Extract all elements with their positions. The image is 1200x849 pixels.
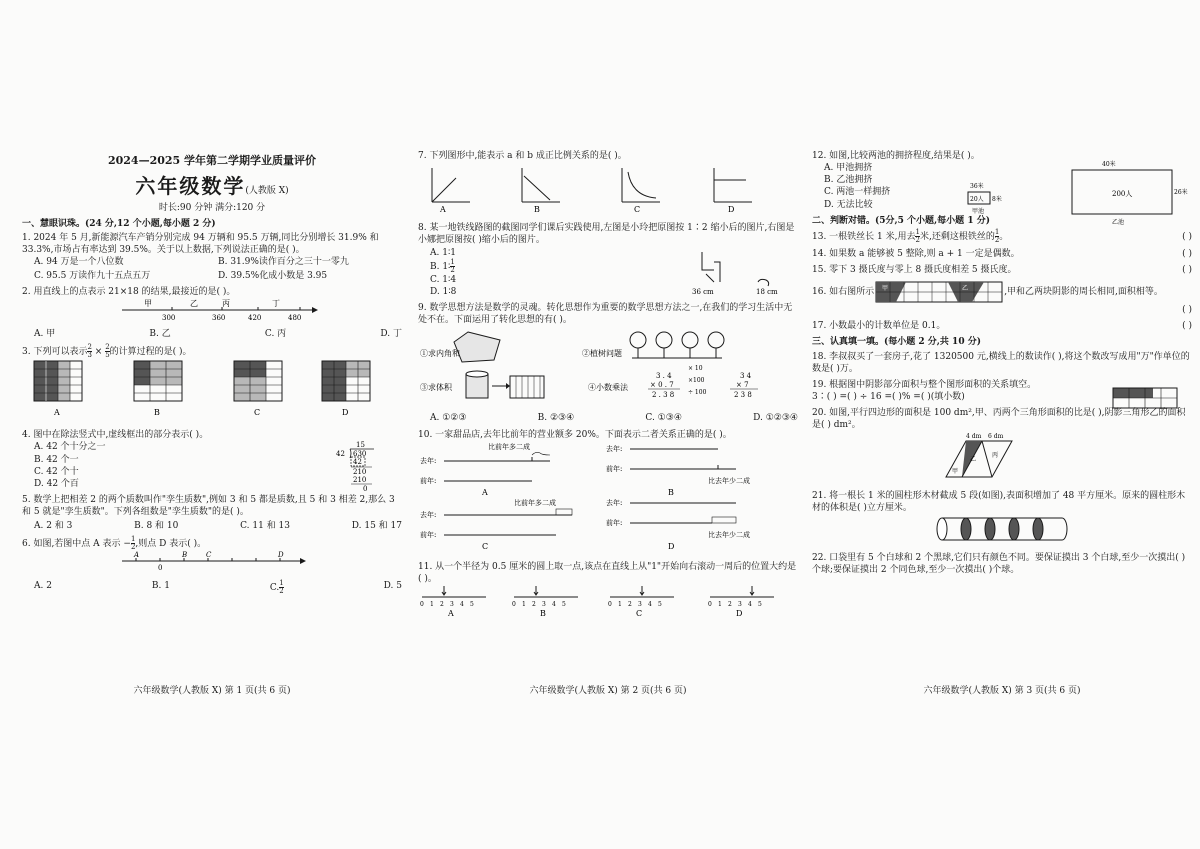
q16-pre: 16. 如右图所示 [812, 287, 875, 298]
exam-meta: 时长:90 分钟 满分:120 分 [158, 202, 266, 213]
denominator: 2 [130, 543, 136, 552]
graph-c [622, 168, 660, 214]
item-label: ④小数乘法 [588, 383, 628, 393]
point-label: D [278, 551, 284, 560]
question-20-parallelogram [812, 431, 1182, 481]
tick-label: 480 [288, 313, 302, 322]
tick-label: 0 [512, 601, 516, 609]
diagram-option: C [482, 541, 489, 551]
tick-label: 5 [758, 601, 762, 609]
option: C. 两池一样拥挤 [824, 187, 891, 198]
number-line-option [512, 586, 578, 618]
option-label: A [448, 609, 454, 619]
page-2 [418, 150, 798, 710]
question-5 [22, 494, 402, 532]
fraction [279, 580, 283, 595]
question-11-number-lines [418, 585, 788, 619]
question-10 [418, 429, 798, 557]
question-10-line-diagrams [418, 441, 788, 553]
question-9-figures [418, 326, 788, 406]
down-arrow-icon [640, 586, 644, 595]
numerator: 2 [105, 343, 110, 352]
diagram-option: A [482, 487, 488, 497]
calc-step: 3 4 [740, 372, 752, 381]
cylinder-icon [466, 371, 544, 398]
option: C. ①③④ [645, 413, 682, 424]
denominator: 2 [279, 586, 284, 595]
question-11 [418, 561, 798, 623]
tick-label: 3 [638, 601, 642, 609]
calc-step: 2 . 3 8 [652, 391, 675, 400]
question-7 [418, 150, 798, 218]
fraction [87, 344, 91, 359]
point-label: 乙 [190, 298, 198, 308]
dim-label: 4 dm [966, 433, 982, 441]
graph-label: D [728, 205, 735, 215]
question-9 [418, 302, 798, 425]
option: A. ①②③ [430, 413, 467, 424]
option-c-label: C. [269, 582, 280, 593]
option: A. 94 万是一个八位数 [34, 257, 124, 268]
tick-label: 4 [648, 601, 652, 609]
item-label: ①求内角和 [420, 349, 460, 359]
question-15 [812, 264, 1192, 276]
question-19 [812, 379, 1192, 403]
question-18: 18. 李叔叔买了一套房子,花了 1320500 元,横线上的数读作( ),将这个数改写成用"万"作单位的数是( )万。 [812, 351, 1190, 374]
tick-label: 1 [618, 601, 622, 609]
option: B. ②③④ [537, 413, 575, 424]
option: C. 95.5 万读作九十五点五万 [34, 270, 151, 281]
question-14 [812, 248, 1192, 260]
option: C. 丙 [264, 328, 287, 339]
q13-post: 。 [999, 231, 1009, 242]
option: D. 无法比较 [824, 199, 873, 210]
tick-label: 5 [562, 601, 566, 609]
point-label: 0 [158, 564, 163, 573]
down-arrow-icon [534, 586, 538, 595]
tick-label: 0 [608, 601, 612, 609]
item-label: ②植树问题 [582, 349, 622, 359]
tick-label: 3 [450, 601, 454, 609]
question-12-pools [952, 158, 1192, 228]
diagram-label: 去年: [420, 456, 437, 465]
divisor: 42 [336, 450, 345, 459]
diagram-note: 比前年多二成 [488, 442, 530, 451]
option: C. 11 和 13 [240, 521, 291, 532]
pool-name: 甲池 [972, 208, 985, 215]
question-4 [22, 429, 402, 494]
tick-label: 4 [460, 601, 464, 609]
pool-name: 乙池 [1112, 219, 1125, 226]
q13-mid: 米,还剩这根铁丝的 [919, 231, 995, 242]
question-20-text: 20. 如图,平行四边形的面积是 100 dm²,甲、丙两个三角形面积的比是( ),阴影三角形乙的面积是( ) dm²。 [812, 408, 1186, 431]
grid-c [234, 361, 282, 417]
denominator: 2 [994, 235, 1000, 244]
option: B. 8 和 10 [134, 521, 179, 532]
point-label: 甲 [144, 298, 152, 308]
q13-pre: 13. 一根铁丝长 1 米,用去 [812, 231, 916, 242]
question-5-options [22, 520, 402, 532]
pool-dim: 26米 [1174, 189, 1188, 196]
denominator: 2 [450, 265, 455, 274]
calc-step: × 0 . 7 [650, 381, 674, 390]
numerator: 1 [450, 257, 455, 266]
question-8-metro-figures [678, 248, 788, 298]
diagram-option: D [668, 541, 675, 551]
diagram-label: 前年: [420, 476, 437, 485]
option: A. 甲 [34, 328, 56, 339]
question-19-figure [1112, 387, 1178, 409]
tick-label: 3 [738, 601, 742, 609]
section-1-title: 一、慧眼识珠。(24 分,12 个小题,每小题 2 分) [22, 218, 216, 229]
number-line-option [420, 586, 486, 618]
question-7-graphs [418, 162, 788, 214]
pool-dim: 40米 [1102, 161, 1116, 168]
option: D. ①②③④ [753, 413, 798, 424]
diagram-label: 去年: [606, 444, 623, 453]
question-16 [812, 280, 1192, 316]
numerator: 1 [279, 578, 284, 587]
question-2 [22, 286, 402, 340]
exam-year-title: 2024—2025 学年第二学期学业质量评价 [107, 154, 317, 167]
quotient: 15 [356, 441, 365, 450]
option: A. 2 [34, 580, 52, 591]
option: D. 5 [383, 580, 402, 591]
question-8 [418, 222, 798, 298]
trees-icon [630, 332, 724, 358]
question-2-options [22, 328, 402, 340]
tick-label: 3 [542, 601, 546, 609]
tick-label: 0 [708, 601, 712, 609]
diagram-c [420, 498, 572, 551]
page-1 [22, 150, 402, 710]
question-2-text: 2. 用直线上的点表示 21×18 的结果,最接近的是( )。 [22, 286, 236, 297]
question-3-post: 的计算过程的是( )。 [109, 347, 192, 358]
pool-count: 20人 [970, 196, 984, 203]
diagram-label: 去年: [420, 510, 437, 519]
answer-blank[interactable]: ( ) [1182, 231, 1192, 242]
grid-a [34, 361, 82, 417]
pool-count: 200人 [1112, 190, 1133, 198]
question-12-text: 12. 如图,比较两池的拥挤程度,结果是( )。 [812, 151, 980, 161]
question-3-grids [22, 359, 392, 421]
diagram-a [420, 442, 550, 497]
tick-label: 1 [522, 601, 526, 609]
option: D. 42 个百 [34, 478, 79, 489]
question-14-text: 14. 如果数 a 能够被 5 整除,则 a + 1 一定是偶数。 [812, 248, 1020, 259]
exam-subject-title [22, 173, 402, 200]
question-21 [812, 490, 1192, 548]
subject-name: 六年级数学 [135, 173, 246, 198]
question-11-text: 11. 从一个半径为 0.5 厘米的圆上取一点,该点在直线上从"1"开始向右滚动一周后的位置大约是( )。 [418, 561, 797, 584]
denominator: 5 [105, 351, 110, 360]
question-2-number-line [22, 298, 392, 322]
division-row: 0 [363, 485, 368, 494]
item-label: ③求体积 [420, 383, 452, 393]
section-2-title: 二、判断对错。(5分,5 个小题,每小题 1 分) [812, 215, 990, 226]
calc-arrow-label: × 10 [688, 365, 703, 373]
point-label: 丁 [272, 298, 280, 308]
question-9-options [418, 412, 798, 424]
numerator: 1 [994, 227, 1000, 236]
tick-label: 5 [658, 601, 662, 609]
answer-blank[interactable]: ( ) [1182, 248, 1192, 259]
tick-label: 2 [728, 601, 732, 609]
question-6-pre: 6. 如图,若图中点 A 表示 − [22, 539, 131, 550]
question-13 [812, 229, 1192, 244]
shape-label: 丙 [992, 452, 999, 460]
pool-dim: 8米 [992, 196, 1002, 203]
tick-label: 2 [440, 601, 444, 609]
tick-label: 1 [718, 601, 722, 609]
number-line-option [608, 586, 674, 618]
option: B. 乙池拥挤 [824, 175, 873, 186]
page-3 [812, 150, 1192, 710]
calc-arrow-label: ×100 [688, 377, 705, 385]
tick-label: 2 [628, 601, 632, 609]
grid-b [134, 361, 182, 417]
page-2-footer: 六年级数学(人教版 X) 第 2 页(共 6 页) [529, 686, 687, 696]
option: C. 1∶4 [430, 274, 457, 285]
shape-label: 甲 [952, 468, 959, 476]
option-b-label: B. 1∶ [430, 261, 451, 272]
option-c [270, 580, 284, 595]
diagram-b [606, 444, 750, 497]
grid-label: C [254, 408, 261, 418]
page-1-footer: 六年级数学(人教版 X) 第 1 页(共 6 页) [133, 686, 291, 696]
division-row: 210 [353, 468, 367, 477]
grid-label: B [154, 408, 160, 418]
option: A. 2 和 3 [34, 521, 73, 532]
question-8-text: 8. 某一地铁线路图的截图同学们课后实践使用,左图是小玲把原图按 1∶2 缩小后的图片,右图是小娜把原图按( )缩小后的图片。 [418, 223, 795, 246]
option-label: D [736, 609, 743, 619]
diagram-note: 比去年少二成 [708, 530, 750, 539]
answer-blank[interactable]: ( ) [1182, 305, 1192, 316]
question-6 [22, 536, 402, 594]
diagram-label: 前年: [420, 530, 437, 539]
question-4-long-division [334, 439, 394, 495]
graph-label: A [440, 205, 446, 215]
option: A. 42 个十分之一 [34, 442, 106, 453]
shape-label: 乙 [962, 285, 969, 293]
graph-d [714, 168, 752, 214]
answer-blank[interactable]: ( ) [1182, 264, 1192, 275]
tick-label: 4 [552, 601, 556, 609]
question-3-text: 3. 下列可以表示 $\frac{2}{3}$ × $\frac{2}{5}$ 的计算过程的是( )。 [22, 343, 192, 360]
tick-label: 1 [430, 601, 434, 609]
question-3-pre: 3. 下列可以表示 [22, 347, 88, 358]
diagram-note: 比前年多二成 [514, 498, 556, 507]
question-19-fill-line: 3∶( ) =( ) ÷ 16 =( )% =( )(填小数) [812, 391, 965, 402]
point-label: 丙 [222, 298, 230, 308]
division-row: 42 [353, 458, 362, 467]
diagram-label: 前年: [606, 518, 623, 527]
question-6-post: ,则点 D 表示( )。 [135, 539, 207, 550]
question-16-row [812, 280, 1192, 304]
question-3 [22, 344, 402, 425]
question-21-text: 21. 将一根长 1 米的圆柱形木材截成 5 段(如图),表面积增加了 48 平方厘米。原来的圆柱形木材的体积是( )立方厘米。 [812, 490, 1186, 513]
option: D. 39.5%化成小数是 3.95 [218, 270, 328, 281]
graph-b [522, 168, 560, 214]
shape-label: 乙 [970, 456, 977, 464]
grid-label: A [54, 408, 60, 418]
calc-step: × 7 [736, 381, 749, 390]
point-label: B [182, 551, 188, 560]
question-1 [22, 232, 402, 282]
diagram-d [606, 498, 750, 551]
question-1-options [22, 256, 402, 281]
option: D. 1∶8 [430, 286, 457, 297]
question-7-text: 7. 下列图形中,能表示 a 和 b 成正比例关系的是( )。 [418, 151, 627, 161]
option: B. 1 [151, 580, 170, 591]
question-4-text: 4. 图中在除法竖式中,虚线框出的部分表示( )。 [22, 430, 209, 441]
tick-label: 4 [748, 601, 752, 609]
question-15-text: 15. 零下 3 摄氏度与零上 8 摄氏度相差 5 摄氏度。 [812, 264, 1017, 275]
division-row: 210 [353, 476, 367, 485]
tick-label: 300 [162, 313, 176, 322]
page-3-footer: 六年级数学(人教版 X) 第 3 页(共 6 页) [923, 686, 1081, 696]
question-10-text: 10. 一家甜品店,去年比前年的营业额多 20%。下面表示二者关系正确的是( )。 [418, 429, 732, 440]
question-5-text: 5. 数学上把相差 2 的两个质数叫作"孪生质数",例如 3 和 5 都是质数,且 5 和 3 相差 2,那么 3 和 5 就是"孪生质数"。下列各组数是"孪生质数"的是( )。 [22, 494, 395, 518]
option: A. 1∶1 [430, 247, 457, 258]
point-label: A [134, 551, 140, 560]
question-9-text: 9. 数学思想方法是数学的灵魂。转化思想作为重要的数学思想方法之一,在我们的学习生活中无处不在。下面运用了转化思想的有( )。 [418, 302, 793, 326]
option: B. 42 个一 [34, 454, 79, 465]
question-6-number-line [22, 551, 392, 573]
tick-label: 360 [212, 313, 226, 322]
option: D. 丁 [380, 328, 402, 339]
graph-label: C [634, 205, 641, 215]
denominator: 3 [87, 351, 92, 360]
point-label: C [206, 551, 212, 560]
option-label: C [636, 609, 643, 619]
size-label: 36 cm [692, 288, 714, 297]
option: B. 乙 [149, 328, 171, 339]
question-6-options [22, 580, 402, 595]
diagram-label: 去年: [606, 498, 623, 507]
decimal-multiplication [648, 365, 758, 399]
answer-blank[interactable]: ( ) [1182, 321, 1192, 332]
tick-label: 0 [420, 601, 424, 609]
option: A. 甲池拥挤 [824, 163, 873, 174]
question-19-text: 19. 根据图中阴影部分面积与整个图形面积的关系填空。 [812, 379, 1037, 390]
dividend: 630 [353, 450, 367, 459]
numerator: 2 [87, 343, 92, 352]
q16-post: ,甲和乙两块阴影的周长相同,面积相等。 [1004, 287, 1163, 298]
down-arrow-icon [442, 586, 446, 595]
down-arrow-icon [750, 586, 754, 595]
numerator: 1 [915, 227, 920, 236]
option: D. 15 和 17 [351, 521, 402, 532]
question-1-text: 1. 2024 年 5 月,新能源汽车产销分别完成 94 万辆和 95.5 万辆,同比分别增长 31.9% 和 33.3%,市场占有率达到 39.5%。关于以上数据,下列说法正确的是( )。 [22, 233, 379, 256]
shape-label: 甲 [882, 285, 889, 293]
diagram-option: B [668, 487, 674, 497]
question-17 [812, 320, 1192, 332]
calc-arrow-label: ÷ 100 [688, 389, 707, 397]
diagram-label: 前年: [606, 464, 623, 473]
tick-label: 2 [532, 601, 536, 609]
question-20 [812, 407, 1192, 485]
option: C. 42 个十 [34, 466, 79, 477]
section-3-title: 三、认真填一填。(每小题 2 分,共 10 分) [812, 337, 981, 348]
fraction [450, 259, 454, 274]
graph-a [432, 168, 470, 214]
question-6-text [22, 536, 402, 551]
denominator: 2 [915, 235, 920, 244]
calc-step: 3 . 4 [656, 372, 672, 381]
grid-label: D [342, 408, 349, 418]
size-label: 18 cm [756, 288, 778, 297]
grid-d [322, 361, 370, 417]
tick-label: 5 [470, 601, 474, 609]
question-22: 22. 口袋里有 5 个白球和 2 个黑球,它们只有颜色不同。要保证摸出 3 个白球,至少一次摸出( )个球;要保证摸出 2 个同色球,至少一次摸出( )个球。 [812, 552, 1186, 576]
question-17-text: 17. 小数最小的计数单位是 0.1。 [812, 321, 946, 332]
question-16-figure [874, 280, 1004, 304]
edition-label: (人教版 X) [245, 185, 289, 196]
graph-label: B [534, 205, 540, 215]
numerator: 1 [130, 535, 136, 544]
dim-label: 6 dm [988, 433, 1004, 441]
number-line-option [708, 586, 774, 618]
diagram-note: 比去年少二成 [708, 476, 750, 485]
question-13-text [812, 229, 1008, 244]
pool-dim: 36米 [970, 183, 984, 190]
tick-label: 420 [248, 313, 262, 322]
option-label: B [540, 609, 546, 619]
option: B. 31.9%读作百分之三十一零九 [218, 257, 349, 268]
calc-step: 2 3 8 [734, 391, 752, 400]
question-21-cylinder [812, 514, 1182, 544]
